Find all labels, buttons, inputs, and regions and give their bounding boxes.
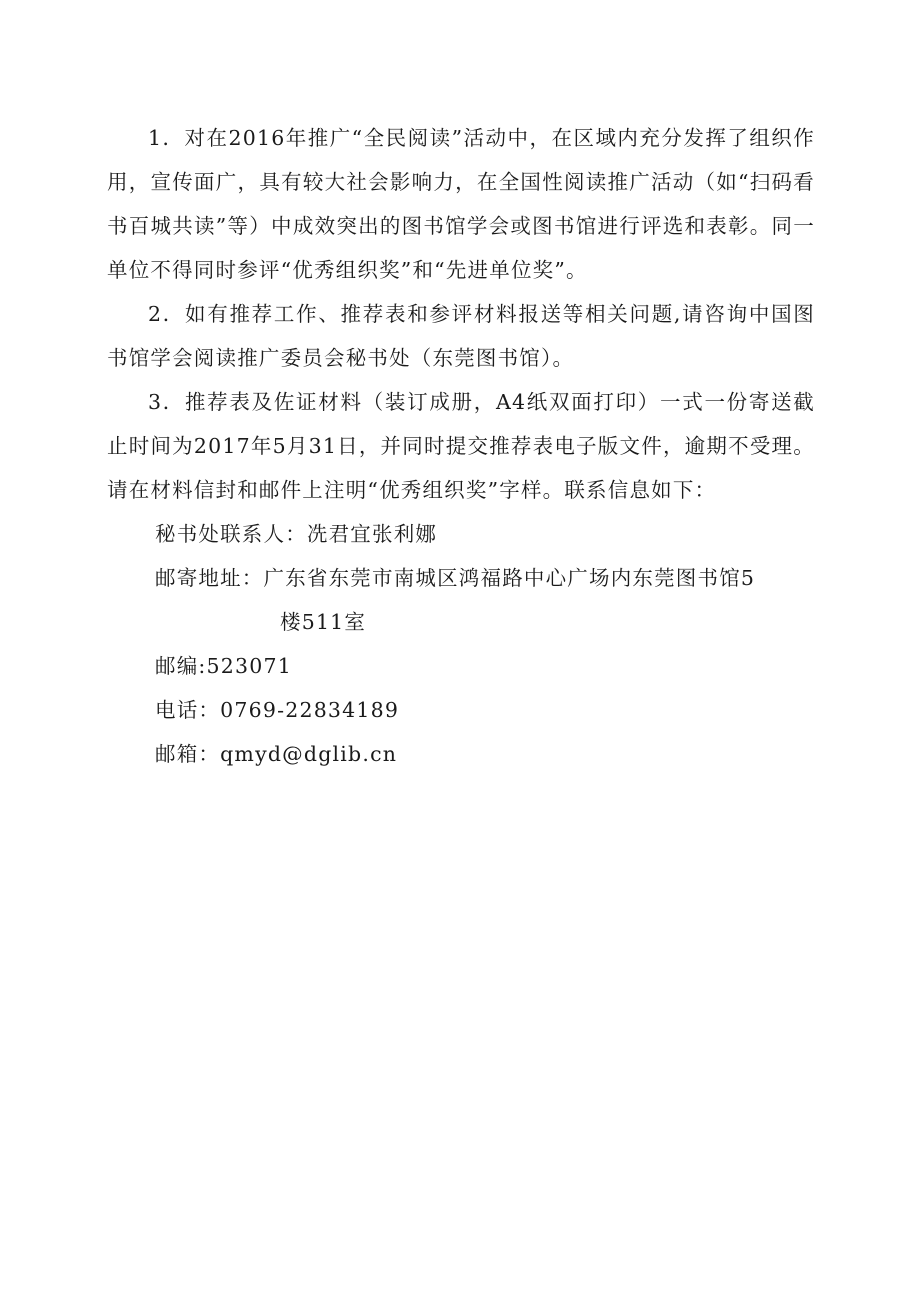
phone-label: 电话： [155,698,221,722]
address-line-2: 楼511室 [280,610,367,634]
email-label: 邮箱： [155,742,221,766]
email [107,732,815,776]
postcode [107,644,815,688]
secretariat-value: 冼君宜张利娜 [306,522,438,546]
postcode-label: 邮编: [155,654,207,678]
document-body [107,116,815,776]
secretariat-contact [107,512,815,556]
address-label: 邮寄地址： [155,566,264,590]
mailing-address-continued [107,600,815,644]
phone-value: 0769-22834189 [220,698,400,722]
postcode-value: 523071 [206,654,292,678]
paragraph-2: 2．如有推荐工作、推荐表和参评材料报送等相关问题,请咨询中国图书馆学会阅读推广委员会秘书处（东莞图书馆）。 [107,302,815,370]
paragraph-3: 3．推荐表及佐证材料（装订成册，A4纸双面打印）一式一份寄送截止时间为2017年5月31日，并同时提交推荐表电子版文件，逾期不受理。请在材料信封和邮件上注明“优秀组织奖”字样。联系信息如下： [107,390,815,502]
address-line-1: 广东省东莞市南城区鸿福路中心广场内东莞图书馆5 [263,566,756,590]
paragraph-1: 1．对在2016年推广“全民阅读”活动中，在区域内充分发挥了组织作用，宣传面广，具有较大社会影响力，在全国性阅读推广活动（如“扫码看书百城共读”等）中成效突出的图书馆学会或图书馆进行评选和表彰。同一单位不得同时参评“优秀组织奖”和“先进单位奖”。 [107,126,815,282]
mailing-address [107,556,815,600]
contact-info [107,512,815,776]
phone [107,688,815,732]
secretariat-label: 秘书处联系人： [155,522,307,546]
email-value: qmyd@dglib.cn [220,742,398,766]
